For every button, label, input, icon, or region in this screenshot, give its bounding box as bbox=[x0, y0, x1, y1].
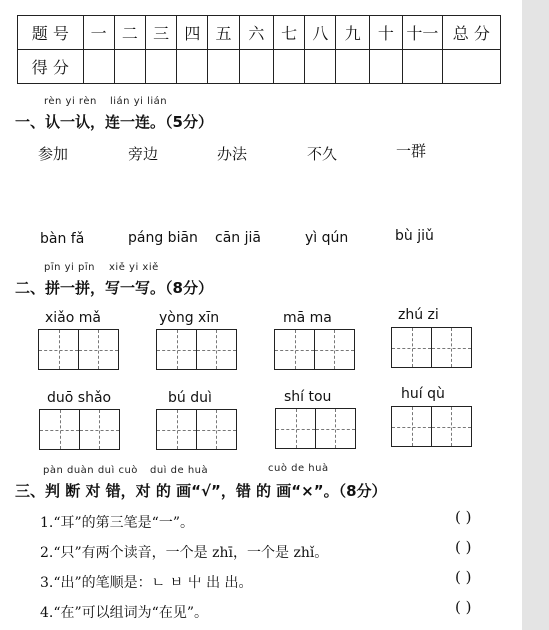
score-table bbox=[17, 15, 501, 84]
section1-pinyin: rèn yi rèn bbox=[44, 96, 97, 107]
statement-item: 3.“出”的笔顺是：ㄴ ㅂ 屮 出 出。 bbox=[40, 575, 253, 591]
writing-grid[interactable] bbox=[38, 329, 119, 370]
pinyin-option: páng biān bbox=[128, 230, 198, 246]
section3-pinyin: duì de huà bbox=[150, 465, 209, 476]
writing-pinyin: duō shǎo bbox=[47, 390, 112, 406]
score-row-label: 得 分 bbox=[18, 50, 84, 84]
writing-grid[interactable] bbox=[391, 327, 472, 368]
score-cell[interactable] bbox=[83, 50, 114, 84]
writing-pinyin: yòng xīn bbox=[159, 310, 220, 326]
writing-grid[interactable] bbox=[156, 409, 237, 450]
score-cell[interactable] bbox=[239, 50, 273, 84]
score-header-cell: 二 bbox=[114, 16, 145, 50]
section1-pinyin: lián yi lián bbox=[110, 96, 168, 107]
grid-cell[interactable] bbox=[38, 329, 79, 370]
statement-item: 1.“耳”的第三笔是“一”。 bbox=[40, 515, 194, 531]
writing-pinyin: xiǎo mǎ bbox=[45, 310, 101, 326]
section3-title: 三、判 断 对 错，对 的 画“√”，错 的 画“×”。（8分） bbox=[15, 482, 387, 500]
score-header-cell: 一 bbox=[83, 16, 114, 50]
writing-grid[interactable] bbox=[275, 408, 356, 449]
answer-paren[interactable]: ( ) bbox=[455, 538, 472, 556]
pinyin-option: cān jiā bbox=[215, 230, 261, 246]
grid-cell[interactable] bbox=[315, 408, 356, 449]
score-cell[interactable] bbox=[208, 50, 239, 84]
grid-cell[interactable] bbox=[39, 409, 80, 450]
grid-cell[interactable] bbox=[156, 409, 197, 450]
word-item: 办法 bbox=[217, 145, 248, 163]
pinyin-option: yì qún bbox=[305, 230, 349, 246]
grid-cell[interactable] bbox=[314, 329, 355, 370]
score-cell[interactable] bbox=[177, 50, 208, 84]
statement-item: 2.“只”有两个读音，一个是 zhī，一个是 zhǐ。 bbox=[40, 545, 329, 561]
statement-item: 4.“在”可以组词为“在见”。 bbox=[40, 605, 208, 621]
section1-title: 一、认一认，连一连。（5分） bbox=[15, 113, 213, 131]
score-header-cell: 十 bbox=[369, 16, 402, 50]
writing-grid[interactable] bbox=[391, 406, 472, 447]
word-item: 参加 bbox=[38, 145, 69, 163]
score-header-cell: 十一 bbox=[403, 16, 443, 50]
score-header-cell: 六 bbox=[239, 16, 273, 50]
grid-cell[interactable] bbox=[196, 409, 237, 450]
score-header-cell: 九 bbox=[336, 16, 369, 50]
writing-grid[interactable] bbox=[156, 329, 237, 370]
section2-pinyin: xiě yi xiě bbox=[109, 262, 159, 273]
grid-cell[interactable] bbox=[78, 329, 119, 370]
section3-pinyin: pàn duàn duì cuò bbox=[43, 465, 138, 476]
score-cell[interactable] bbox=[305, 50, 336, 84]
writing-grid[interactable] bbox=[39, 409, 120, 450]
pinyin-option: bù jiǔ bbox=[395, 228, 434, 244]
score-cell[interactable] bbox=[336, 50, 369, 84]
score-header-cell: 七 bbox=[274, 16, 305, 50]
grid-cell[interactable] bbox=[391, 327, 432, 368]
page-edge-strip bbox=[522, 0, 549, 630]
writing-grid[interactable] bbox=[274, 329, 355, 370]
score-header-cell: 三 bbox=[146, 16, 177, 50]
grid-cell[interactable] bbox=[274, 329, 315, 370]
score-cell[interactable] bbox=[442, 50, 500, 84]
grid-cell[interactable] bbox=[391, 406, 432, 447]
score-cell[interactable] bbox=[274, 50, 305, 84]
score-cell[interactable] bbox=[146, 50, 177, 84]
word-item: 不久 bbox=[307, 145, 338, 163]
section2-pinyin: pīn yi pīn bbox=[44, 262, 95, 273]
word-item: 一群 bbox=[396, 142, 427, 160]
score-header-cell: 总 分 bbox=[442, 16, 500, 50]
writing-pinyin: mā ma bbox=[283, 310, 332, 326]
score-header-cell: 五 bbox=[208, 16, 239, 50]
section2-title: 二、拼一拼，写一写。（8分） bbox=[15, 279, 213, 297]
score-header-cell: 题 号 bbox=[18, 16, 84, 50]
word-item: 旁边 bbox=[128, 145, 159, 163]
writing-pinyin: huí qù bbox=[401, 386, 445, 402]
score-header-row bbox=[18, 16, 501, 50]
grid-cell[interactable] bbox=[156, 329, 197, 370]
grid-cell[interactable] bbox=[431, 327, 472, 368]
score-cell[interactable] bbox=[369, 50, 402, 84]
grid-cell[interactable] bbox=[196, 329, 237, 370]
score-header-cell: 四 bbox=[177, 16, 208, 50]
writing-pinyin: shí tou bbox=[284, 389, 332, 405]
writing-pinyin: zhú zi bbox=[398, 307, 439, 323]
grid-cell[interactable] bbox=[431, 406, 472, 447]
score-cell[interactable] bbox=[114, 50, 145, 84]
answer-paren[interactable]: ( ) bbox=[455, 598, 472, 616]
answer-paren[interactable]: ( ) bbox=[455, 568, 472, 586]
score-header-cell: 八 bbox=[305, 16, 336, 50]
section3-pinyin: cuò de huà bbox=[268, 463, 329, 474]
pinyin-option: bàn fǎ bbox=[40, 231, 85, 247]
score-cell[interactable] bbox=[403, 50, 443, 84]
grid-cell[interactable] bbox=[275, 408, 316, 449]
writing-pinyin: bú duì bbox=[168, 390, 212, 406]
score-value-row bbox=[18, 50, 501, 84]
grid-cell[interactable] bbox=[79, 409, 120, 450]
answer-paren[interactable]: ( ) bbox=[455, 508, 472, 526]
